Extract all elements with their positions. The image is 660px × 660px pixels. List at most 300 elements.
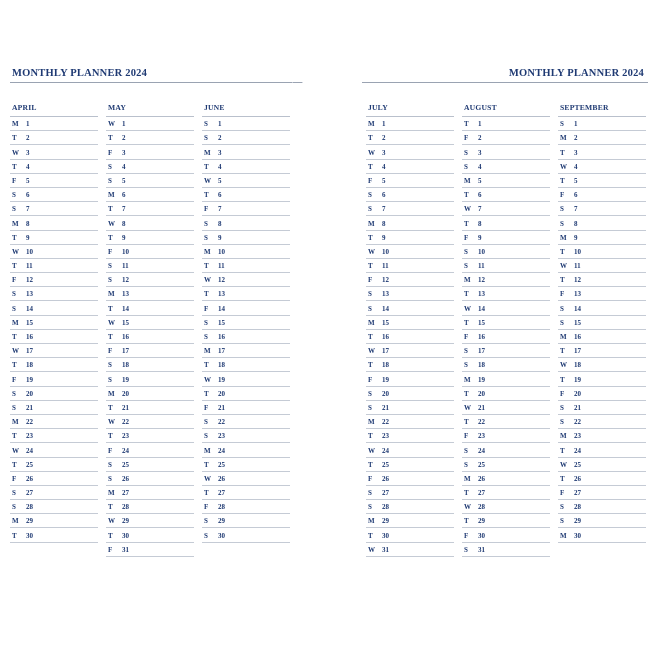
weekday-letter: T xyxy=(464,318,469,327)
day-row[interactable] xyxy=(558,387,646,401)
weekday-letter: T xyxy=(204,389,209,398)
day-row[interactable] xyxy=(10,160,98,174)
day-row[interactable] xyxy=(462,231,550,245)
weekday-letter: T xyxy=(464,120,469,129)
day-row[interactable] xyxy=(462,429,550,443)
weekday-letter: S xyxy=(204,517,208,526)
day-row[interactable] xyxy=(10,316,98,330)
weekday-letter: F xyxy=(108,347,113,356)
day-row[interactable] xyxy=(558,301,646,315)
month-column-september xyxy=(558,102,654,557)
day-row[interactable] xyxy=(10,372,98,386)
day-row[interactable] xyxy=(366,543,454,557)
day-row[interactable] xyxy=(10,458,98,472)
day-number: 12 xyxy=(478,276,485,285)
day-row[interactable] xyxy=(558,415,646,429)
weekday-letter: S xyxy=(560,219,564,228)
day-row[interactable] xyxy=(202,528,290,542)
day-number: 22 xyxy=(382,418,389,427)
day-row[interactable] xyxy=(106,500,194,514)
weekday-letter: M xyxy=(368,219,375,228)
day-row[interactable] xyxy=(10,486,98,500)
day-row[interactable] xyxy=(462,188,550,202)
day-number: 1 xyxy=(26,120,30,129)
weekday-letter: F xyxy=(204,503,209,512)
day-row[interactable] xyxy=(366,316,454,330)
day-number: 3 xyxy=(574,148,578,157)
day-row[interactable] xyxy=(558,174,646,188)
day-row[interactable] xyxy=(10,514,98,528)
day-row[interactable] xyxy=(462,372,550,386)
day-row[interactable] xyxy=(10,528,98,542)
weekday-letter: F xyxy=(368,276,373,285)
day-row[interactable] xyxy=(202,202,290,216)
day-row[interactable] xyxy=(558,188,646,202)
day-row[interactable] xyxy=(558,316,646,330)
day-number: 18 xyxy=(478,361,485,370)
day-row[interactable] xyxy=(462,245,550,259)
day-row[interactable] xyxy=(462,330,550,344)
day-number: 16 xyxy=(382,333,389,341)
weekday-letter: T xyxy=(368,134,373,143)
day-row[interactable] xyxy=(106,117,194,131)
day-row[interactable] xyxy=(558,202,646,216)
weekday-letter: T xyxy=(368,460,373,469)
day-row[interactable] xyxy=(558,486,646,500)
day-row[interactable] xyxy=(106,387,194,401)
day-row[interactable] xyxy=(202,401,290,415)
weekday-letter: T xyxy=(108,304,113,313)
day-row[interactable] xyxy=(462,287,550,301)
weekday-letter: F xyxy=(368,375,373,384)
day-number: 5 xyxy=(574,176,578,185)
day-row[interactable] xyxy=(366,273,454,287)
day-row[interactable] xyxy=(10,429,98,443)
day-number: 30 xyxy=(122,531,129,540)
day-row[interactable] xyxy=(558,458,646,472)
day-number: 23 xyxy=(382,432,389,441)
weekday-letter: S xyxy=(204,134,208,143)
day-number: 21 xyxy=(218,403,225,412)
day-row[interactable] xyxy=(462,458,550,472)
day-row[interactable] xyxy=(462,131,550,145)
day-row[interactable] xyxy=(10,188,98,202)
day-row[interactable] xyxy=(202,344,290,358)
day-number: 26 xyxy=(478,474,485,483)
day-row[interactable] xyxy=(10,358,98,372)
day-row[interactable] xyxy=(106,145,194,159)
day-row[interactable] xyxy=(462,259,550,273)
day-number: 1 xyxy=(382,120,386,129)
day-number: 13 xyxy=(478,290,485,299)
day-number: 4 xyxy=(26,162,30,171)
day-number: 25 xyxy=(574,460,581,469)
day-number: 13 xyxy=(26,290,33,299)
day-row[interactable] xyxy=(106,415,194,429)
day-row[interactable] xyxy=(10,301,98,315)
day-number: 18 xyxy=(218,361,225,370)
day-number: 24 xyxy=(382,446,389,455)
day-row[interactable] xyxy=(366,372,454,386)
day-row[interactable] xyxy=(10,117,98,131)
day-row[interactable] xyxy=(462,443,550,457)
day-number: 7 xyxy=(122,205,126,214)
day-row[interactable] xyxy=(202,145,290,159)
day-row[interactable] xyxy=(366,216,454,230)
day-number: 13 xyxy=(218,290,225,299)
day-number: 18 xyxy=(574,361,581,370)
weekday-letter: S xyxy=(368,191,372,200)
day-row[interactable] xyxy=(10,202,98,216)
day-row[interactable] xyxy=(106,131,194,145)
day-number: 7 xyxy=(218,205,222,214)
day-row[interactable] xyxy=(10,415,98,429)
day-row[interactable] xyxy=(202,117,290,131)
day-number: 17 xyxy=(574,347,581,356)
day-row[interactable] xyxy=(366,528,454,542)
day-row[interactable] xyxy=(202,443,290,457)
day-row[interactable] xyxy=(462,514,550,528)
day-row[interactable] xyxy=(558,401,646,415)
day-number: 26 xyxy=(382,474,389,483)
day-row[interactable] xyxy=(202,273,290,287)
day-row[interactable] xyxy=(366,472,454,486)
day-number: 7 xyxy=(26,205,30,214)
weekday-letter: M xyxy=(12,318,19,327)
day-row[interactable] xyxy=(202,472,290,486)
day-row[interactable] xyxy=(558,287,646,301)
day-row[interactable] xyxy=(106,273,194,287)
day-row[interactable] xyxy=(462,216,550,230)
day-row[interactable] xyxy=(10,287,98,301)
day-row[interactable] xyxy=(366,401,454,415)
day-number: 20 xyxy=(574,389,581,398)
day-row[interactable] xyxy=(462,316,550,330)
day-row[interactable] xyxy=(10,245,98,259)
day-row[interactable] xyxy=(558,160,646,174)
day-row[interactable] xyxy=(366,514,454,528)
day-number: 29 xyxy=(122,517,129,526)
day-row[interactable] xyxy=(106,231,194,245)
weekday-letter: T xyxy=(12,233,17,242)
day-row[interactable] xyxy=(366,458,454,472)
day-row[interactable] xyxy=(10,401,98,415)
weekday-letter: S xyxy=(368,290,372,299)
weekday-letter: T xyxy=(108,134,113,143)
day-row[interactable] xyxy=(202,514,290,528)
weekday-letter: W xyxy=(108,517,115,526)
day-number: 28 xyxy=(218,503,225,512)
day-row[interactable] xyxy=(462,486,550,500)
day-number: 28 xyxy=(478,503,485,512)
day-row[interactable] xyxy=(462,160,550,174)
day-row[interactable] xyxy=(366,301,454,315)
weekday-letter: F xyxy=(560,389,565,398)
day-row[interactable] xyxy=(202,330,290,344)
weekday-letter: S xyxy=(108,375,112,384)
day-row[interactable] xyxy=(558,131,646,145)
weekday-letter: T xyxy=(560,375,565,384)
day-row[interactable] xyxy=(202,287,290,301)
weekday-letter: T xyxy=(368,333,373,341)
weekday-letter: T xyxy=(368,432,373,441)
weekday-letter: S xyxy=(12,290,16,299)
day-number: 19 xyxy=(122,375,129,384)
day-number: 18 xyxy=(122,361,129,370)
day-row[interactable] xyxy=(10,500,98,514)
day-number: 6 xyxy=(218,191,222,200)
day-row[interactable] xyxy=(366,231,454,245)
day-row[interactable] xyxy=(558,500,646,514)
day-row[interactable] xyxy=(366,358,454,372)
weekday-letter: T xyxy=(464,191,469,200)
day-row[interactable] xyxy=(558,514,646,528)
day-row[interactable] xyxy=(10,344,98,358)
day-row[interactable] xyxy=(202,216,290,230)
day-row[interactable] xyxy=(10,443,98,457)
weekday-letter: S xyxy=(204,233,208,242)
day-number: 6 xyxy=(26,191,30,200)
day-row[interactable] xyxy=(202,188,290,202)
day-row[interactable] xyxy=(462,401,550,415)
day-row[interactable] xyxy=(10,145,98,159)
day-row[interactable] xyxy=(106,245,194,259)
day-row[interactable] xyxy=(558,145,646,159)
day-row[interactable] xyxy=(462,301,550,315)
day-row[interactable] xyxy=(366,131,454,145)
day-row[interactable] xyxy=(366,287,454,301)
day-number: 26 xyxy=(122,474,129,483)
weekday-letter: S xyxy=(560,517,564,526)
left-page xyxy=(10,60,300,600)
day-row[interactable] xyxy=(202,316,290,330)
day-row[interactable] xyxy=(106,188,194,202)
day-row[interactable] xyxy=(558,330,646,344)
day-row[interactable] xyxy=(106,358,194,372)
weekday-letter: F xyxy=(560,191,565,200)
day-row[interactable] xyxy=(202,160,290,174)
day-number: 1 xyxy=(122,120,126,129)
day-row[interactable] xyxy=(558,429,646,443)
day-row[interactable] xyxy=(558,372,646,386)
day-number: 27 xyxy=(26,489,33,498)
day-number: 21 xyxy=(122,403,129,412)
day-row[interactable] xyxy=(366,145,454,159)
day-number: 12 xyxy=(218,276,225,285)
day-row[interactable] xyxy=(366,429,454,443)
day-row[interactable] xyxy=(10,472,98,486)
day-row[interactable] xyxy=(202,429,290,443)
weekday-letter: S xyxy=(368,503,372,512)
months-grid xyxy=(10,102,300,557)
day-row[interactable] xyxy=(462,528,550,542)
day-row[interactable] xyxy=(202,131,290,145)
weekday-letter: T xyxy=(12,162,17,171)
day-row[interactable] xyxy=(366,117,454,131)
day-row[interactable] xyxy=(558,344,646,358)
day-row[interactable] xyxy=(106,401,194,415)
day-row[interactable] xyxy=(366,188,454,202)
day-row[interactable] xyxy=(202,358,290,372)
weekday-letter: F xyxy=(204,403,209,412)
day-row[interactable] xyxy=(106,316,194,330)
day-number: 13 xyxy=(122,290,129,299)
day-row[interactable] xyxy=(462,415,550,429)
day-number: 7 xyxy=(574,205,578,214)
day-row[interactable] xyxy=(106,344,194,358)
day-row[interactable] xyxy=(366,330,454,344)
day-row[interactable] xyxy=(10,216,98,230)
day-row[interactable] xyxy=(558,245,646,259)
day-row[interactable] xyxy=(558,472,646,486)
day-row[interactable] xyxy=(106,458,194,472)
day-row[interactable] xyxy=(558,528,646,542)
day-row[interactable] xyxy=(202,500,290,514)
weekday-letter: T xyxy=(108,503,113,512)
day-row[interactable] xyxy=(366,500,454,514)
day-row[interactable] xyxy=(106,543,194,557)
day-row[interactable] xyxy=(558,358,646,372)
day-row[interactable] xyxy=(366,259,454,273)
day-number: 24 xyxy=(574,446,581,455)
weekday-letter: S xyxy=(108,262,112,271)
day-number: 20 xyxy=(26,389,33,398)
weekday-letter: S xyxy=(560,120,564,129)
weekday-letter: S xyxy=(464,545,468,554)
day-row[interactable] xyxy=(558,443,646,457)
day-number: 17 xyxy=(218,347,225,356)
weekday-letter: T xyxy=(12,460,17,469)
weekday-letter: T xyxy=(560,446,565,455)
day-row[interactable] xyxy=(106,528,194,542)
day-row[interactable] xyxy=(106,301,194,315)
day-row[interactable] xyxy=(366,160,454,174)
day-row[interactable] xyxy=(462,117,550,131)
day-row[interactable] xyxy=(366,387,454,401)
day-row[interactable] xyxy=(106,443,194,457)
day-number: 8 xyxy=(574,219,578,228)
weekday-letter: M xyxy=(560,531,567,540)
day-row[interactable] xyxy=(366,486,454,500)
day-row[interactable] xyxy=(202,301,290,315)
day-row[interactable] xyxy=(462,273,550,287)
day-number: 27 xyxy=(574,489,581,498)
weekday-letter: W xyxy=(464,403,471,412)
day-number: 21 xyxy=(478,403,485,412)
day-row[interactable] xyxy=(558,231,646,245)
day-row[interactable] xyxy=(106,429,194,443)
day-row[interactable] xyxy=(558,117,646,131)
day-row[interactable] xyxy=(202,174,290,188)
day-number: 19 xyxy=(382,375,389,384)
weekday-letter: T xyxy=(560,276,565,285)
day-number: 27 xyxy=(218,489,225,498)
day-row[interactable] xyxy=(462,145,550,159)
day-row[interactable] xyxy=(202,245,290,259)
page-corner xyxy=(362,82,372,93)
day-row[interactable] xyxy=(106,486,194,500)
day-row[interactable] xyxy=(106,174,194,188)
day-number: 10 xyxy=(122,247,129,256)
day-row[interactable] xyxy=(202,372,290,386)
day-row[interactable] xyxy=(106,202,194,216)
day-number: 16 xyxy=(218,333,225,341)
day-number: 20 xyxy=(478,389,485,398)
day-row[interactable] xyxy=(558,273,646,287)
day-row[interactable] xyxy=(558,259,646,273)
day-row[interactable] xyxy=(462,358,550,372)
day-row[interactable] xyxy=(202,486,290,500)
day-row[interactable] xyxy=(202,259,290,273)
day-row[interactable] xyxy=(10,387,98,401)
day-row[interactable] xyxy=(366,202,454,216)
day-row[interactable] xyxy=(558,216,646,230)
day-number: 30 xyxy=(382,531,389,540)
day-row[interactable] xyxy=(462,202,550,216)
day-row[interactable] xyxy=(462,472,550,486)
day-row[interactable] xyxy=(10,131,98,145)
weekday-letter: W xyxy=(12,148,19,157)
day-row[interactable] xyxy=(10,273,98,287)
weekday-letter: T xyxy=(368,162,373,171)
day-row[interactable] xyxy=(462,174,550,188)
day-number: 6 xyxy=(574,191,578,200)
day-row[interactable] xyxy=(106,216,194,230)
day-row[interactable] xyxy=(462,500,550,514)
day-row[interactable] xyxy=(10,231,98,245)
day-row[interactable] xyxy=(462,344,550,358)
day-number: 8 xyxy=(382,219,386,228)
day-row[interactable] xyxy=(366,245,454,259)
day-row[interactable] xyxy=(366,174,454,188)
weekday-letter: S xyxy=(204,120,208,129)
day-row[interactable] xyxy=(106,514,194,528)
weekday-letter: S xyxy=(368,304,372,313)
day-row[interactable] xyxy=(462,387,550,401)
day-row[interactable] xyxy=(10,259,98,273)
day-number: 25 xyxy=(218,460,225,469)
day-row[interactable] xyxy=(106,287,194,301)
day-number: 4 xyxy=(478,162,482,171)
day-row[interactable] xyxy=(10,330,98,344)
day-row[interactable] xyxy=(202,387,290,401)
right-page xyxy=(362,60,652,600)
day-row[interactable] xyxy=(366,344,454,358)
day-row[interactable] xyxy=(106,259,194,273)
day-number: 1 xyxy=(218,120,222,129)
day-number: 11 xyxy=(26,262,33,271)
day-number: 14 xyxy=(26,304,33,313)
weekday-letter: S xyxy=(368,389,372,398)
day-number: 9 xyxy=(26,233,30,242)
day-row[interactable] xyxy=(106,330,194,344)
day-number: 22 xyxy=(26,418,33,427)
day-row[interactable] xyxy=(202,415,290,429)
day-row[interactable] xyxy=(106,160,194,174)
day-row[interactable] xyxy=(106,372,194,386)
day-row[interactable] xyxy=(106,472,194,486)
day-row[interactable] xyxy=(366,415,454,429)
day-row[interactable] xyxy=(202,231,290,245)
month-column-april xyxy=(10,102,106,557)
day-row[interactable] xyxy=(202,458,290,472)
day-row[interactable] xyxy=(10,174,98,188)
day-number: 30 xyxy=(218,531,225,540)
month-name: JULY xyxy=(366,102,454,117)
day-row[interactable] xyxy=(462,543,550,557)
day-row[interactable] xyxy=(366,443,454,457)
weekday-letter: S xyxy=(204,333,208,341)
